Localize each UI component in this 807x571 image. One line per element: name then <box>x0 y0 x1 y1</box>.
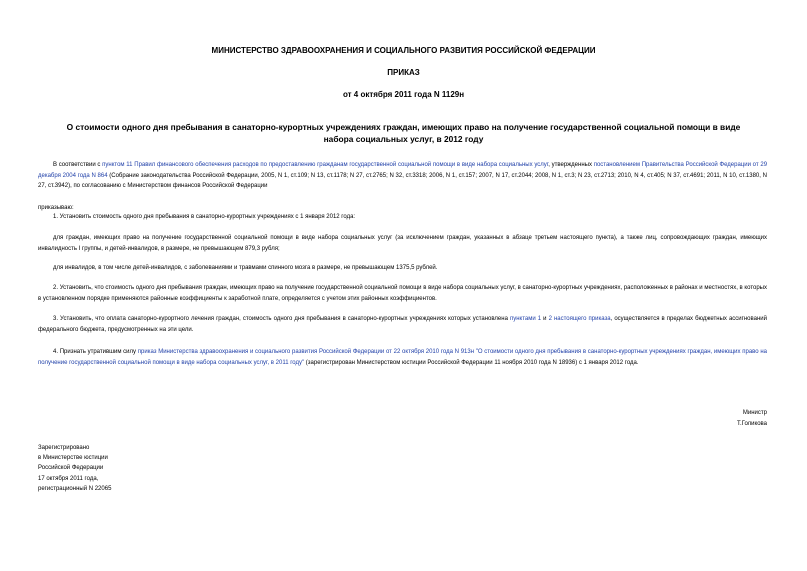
preamble-paragraph <box>38 160 767 192</box>
item-4 <box>38 347 767 368</box>
item-3 <box>38 314 767 335</box>
registration-line: Российской Федерации <box>38 465 104 472</box>
preamble-text-1: В соответствии с <box>53 162 103 168</box>
item-1-paragraph-a: для граждан, имеющих право на получение государственной социальной помощи в виде набора социальных услуг (за исключением граждан, указанных в абзаце третьем настоящего пункта), а также лиц, сопровождающих граждан, имеющих инвалидность I группы, и детей-инвалидов, в размере, не превышающем 879,3 рубля; <box>38 235 767 252</box>
registration-line: 17 октября 2011 года, <box>38 475 99 482</box>
signature-name: Т.Голикова <box>736 421 767 427</box>
government-decree-link[interactable]: постановлением Правительства Российской Федерации от 29 декабря 2004 года N 864 <box>38 162 768 179</box>
rules-link[interactable]: пунктом 11 Правил финансового обеспечения расходов по предоставлению гражданам государственной социальной помощи в виде набора социальных услуг <box>102 162 549 168</box>
document-date-number: от 4 октября 2011 года N 1129н <box>342 90 465 99</box>
preamble-text-2: , утвержденных <box>548 162 594 168</box>
order-word: приказываю: <box>38 205 74 211</box>
registration-line: в Министерстве юстиции <box>38 455 108 462</box>
item-2: 2. Установить, что стоимость одного дня пребывания граждан, имеющих право на получение государственной социальной помощи в виде набора социальных услуг, в санаторно-курортных учреждениях, расположенных в районах и местностях, в которых в установленном порядке применяются районные коэффициенты к заработной плате, определяется с учетом этих районных коэффициентов. <box>38 285 767 302</box>
item-3-text-3: , осуществляется в пределах бюджетных ассигнований федерального бюджета, предусмотренных на эти цели. <box>38 316 767 333</box>
item-1-link[interactable]: пунктами 1 <box>509 316 542 322</box>
item-4-text-2: (зарегистрирован Министерством юстиции Российской Федерации 11 ноября 2010 года N 18936) с 1 января 2012 года. <box>304 359 639 366</box>
item-1: 1. Установить стоимость одного дня пребывания в санаторно-курортных учреждениях с 1 января 2012 года: <box>53 214 356 220</box>
registration-line: регистрационный N 22065 <box>38 485 112 492</box>
signature-position: Министр <box>742 410 767 416</box>
preamble-text-3: (Собрание законодательства Российской Федерации, 2005, N 1, ст.109; N 13, ст.1178; N 27, ст.2765; N 32, ст.3318; 2006, N 1, ст.157; 2007, N 17, ст.2044; 2008, N 1, ст.3; N 23, ст.2713; 2010, N 4, ст.405; N 37, ст.4691; 2011, N 10, ст.1380, N 27, ст.3942), по согласованию с Министерством финансов Российской Федерации <box>38 172 767 189</box>
item-3-text-2: и <box>541 316 549 322</box>
item-4-text-1: 4. Признать утратившим силу <box>53 349 138 355</box>
registration-block <box>38 443 198 494</box>
item-2-link[interactable]: 2 настоящего приказа <box>548 316 611 322</box>
document-type: ПРИКАЗ <box>387 68 420 77</box>
prior-order-link[interactable]: приказ Министерства здравоохранения и социального развития Российской Федерации от 22 октября 2010 года N 913н "О стоимости одного дня пребывания в санаторно-курортных учреждениях граждан, имеющих право на получение государственной социальной помощи в виде набора социальных услуг, в 2011 году" <box>38 349 767 366</box>
item-1-paragraph-b: для инвалидов, в том числе детей-инвалидов, с заболеваниями и травмами спинного мозга в размере, не превышающем 1375,5 рублей. <box>53 265 438 271</box>
registration-line: Зарегистрировано <box>38 445 90 451</box>
document-title: О стоимости одного дня пребывания в санаторно-курортных учреждениях граждан, имеющих право на получение государственной социальной помощи в виде набора социальных услуг, в 2012 году <box>66 122 741 144</box>
item-3-text-1: 3. Установить, что оплата санаторно-курортного лечения граждан, стоимость одного дня пребывания в санаторно-курортных учреждениях которых установлена <box>53 316 510 322</box>
ministry-header: МИНИСТЕРСТВО ЗДРАВООХРАНЕНИЯ И СОЦИАЛЬНОГО РАЗВИТИЯ РОССИЙСКОЙ ФЕДЕРАЦИИ <box>211 46 596 55</box>
